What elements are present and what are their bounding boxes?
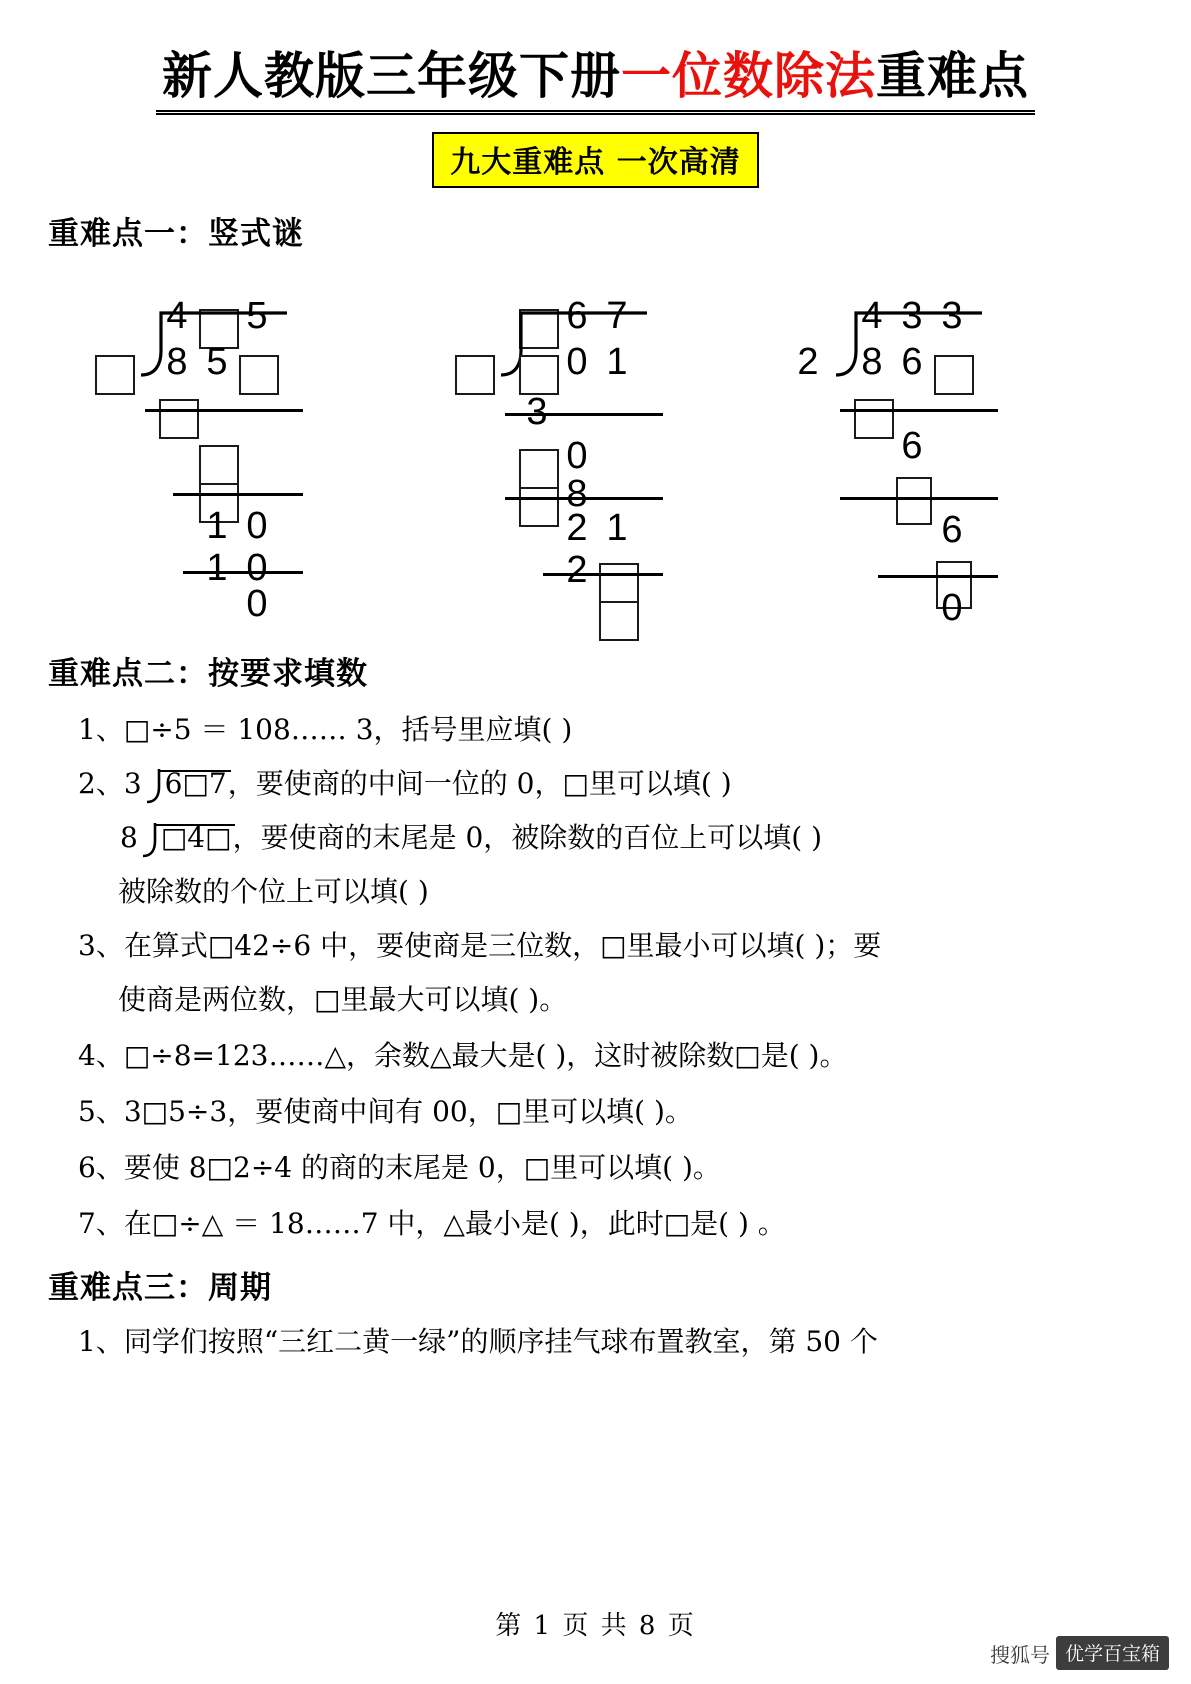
dividend-digit: 8 <box>861 340 883 383</box>
step-digit: 3 <box>526 390 548 433</box>
division-puzzles <box>0 273 1191 629</box>
question-5 <box>78 1095 693 1128</box>
puzzle1-step-5 <box>197 547 277 587</box>
puzzle2-rule-3 <box>543 573 663 576</box>
title-prefix: 新人教版三年级下册 <box>162 46 621 105</box>
question-6-text: 要使 8□2÷4 的商的末尾是 0，□里可以填( )。 <box>123 1151 721 1184</box>
remainder-digit: 0 <box>941 586 963 629</box>
subtitle-row <box>0 132 1191 188</box>
bracket-bar-icon <box>155 824 235 826</box>
question-3b-text: 使商是两位数，□里最大可以填( )。 <box>118 983 568 1016</box>
bracket-hook-icon <box>141 822 159 863</box>
section-heading-three: 重难点三：周期 <box>48 1270 272 1306</box>
quotient-digit: 3 <box>941 294 963 337</box>
question-2-divisor: 3 <box>123 767 142 800</box>
section-heading-one: 重难点一：竖式谜 <box>48 216 304 252</box>
question-1-text: □÷5 ＝ 108…… 3，括号里应填( ) <box>123 713 573 746</box>
question-2c <box>118 875 429 908</box>
inline-division-bracket-icon <box>141 821 232 854</box>
section3-question-1-line1: 1、同学们按照“三红二黄一绿”的顺序挂气球布置教室，第 50 个 <box>78 1325 878 1358</box>
puzzle2-step-1 <box>517 391 557 431</box>
watermark-label: 搜狐号 <box>989 1642 1050 1667</box>
puzzle2-dividend <box>517 341 637 381</box>
inline-division-bracket-icon <box>145 767 227 800</box>
question-2b-divisor: 8 <box>120 821 138 854</box>
question-2 <box>78 767 732 800</box>
puzzle2-rule-2 <box>505 497 663 500</box>
question-6-number: 6、 <box>78 1151 124 1184</box>
question-2-text: ，要使商的中间一位的 0，□里可以填( ) <box>227 767 732 800</box>
step-digit: 1 <box>606 506 628 549</box>
puzzle2-step-4 <box>557 507 637 547</box>
dividend-digit: 0 <box>566 340 588 383</box>
puzzle2-remainder <box>597 587 637 625</box>
question-6 <box>78 1151 721 1184</box>
puzzle1-rule-1 <box>145 409 303 412</box>
step-digit: 1 <box>206 504 228 547</box>
step-digit: 1 <box>206 546 228 589</box>
quotient-digit: 7 <box>606 294 628 337</box>
step-digit: 0 <box>246 546 268 589</box>
title-suffix: 重难点 <box>876 46 1029 105</box>
subtitle-banner: 九大重难点 一次高清 <box>432 132 758 188</box>
question-2-number: 2、 <box>78 767 124 800</box>
remainder-digit: 0 <box>246 582 268 625</box>
question-5-text: 3□5÷3，要使商中间有 00，□里可以填( )。 <box>123 1095 693 1128</box>
puzzle3-rule-2 <box>840 497 998 500</box>
question-4-number: 4、 <box>78 1039 124 1072</box>
divisor-digit: 2 <box>797 340 819 383</box>
puzzle3-step-4 <box>932 509 972 549</box>
puzzle1-step-1 <box>157 385 197 423</box>
puzzle3-step-2 <box>892 425 932 465</box>
puzzle1-remainder <box>237 583 277 623</box>
bracket-bar-icon <box>159 770 231 772</box>
puzzle2-step-5 <box>557 549 637 589</box>
question-3-text: 在算式□42÷6 中，要使商是三位数，□里最小可以填( )；要 <box>123 929 882 962</box>
puzzle1-rule-2 <box>173 493 303 496</box>
question-1-number: 1、 <box>78 713 124 746</box>
puzzle1-dividend <box>157 341 277 381</box>
question-2b-dividend: □4□ <box>160 821 232 854</box>
puzzle1-step-3 <box>197 469 237 507</box>
watermark <box>990 1636 1169 1670</box>
quotient-digit: 6 <box>566 294 588 337</box>
question-7-text: 在□÷△ ＝ 18……7 中，△最小是( )，此时□是( ) 。 <box>123 1207 786 1240</box>
page-title <box>156 48 1035 115</box>
question-3b <box>118 983 568 1016</box>
watermark-badge: 优学百宝箱 <box>1056 1636 1169 1670</box>
dividend-digit: 5 <box>206 340 228 383</box>
page-footer: 第 1 页 共 8 页 <box>495 1611 696 1641</box>
question-2b-text: ，要使商的末尾是 0，被除数的百位上可以填( ) <box>232 821 823 854</box>
step-digit: 0 <box>246 504 268 547</box>
question-5-number: 5、 <box>78 1095 124 1128</box>
step-digit: 6 <box>941 508 963 551</box>
title-highlight: 一位数除法 <box>621 46 876 105</box>
dividend-digit: 8 <box>166 340 188 383</box>
step-digit: 2 <box>566 548 588 591</box>
dividend-digit: 1 <box>606 340 628 383</box>
puzzle3-divisor <box>788 341 828 381</box>
quotient-digit: 3 <box>901 294 923 337</box>
step-digit: 0 <box>566 434 588 477</box>
question-4-text: □÷8=123……△，余数△最大是( )，这时被除数□是( )。 <box>123 1039 848 1072</box>
puzzle3-remainder <box>932 587 972 627</box>
puzzle3-step-5 <box>932 551 972 589</box>
puzzle2-rule-1 <box>505 413 663 416</box>
quotient-digit: 5 <box>246 294 268 337</box>
question-7-number: 7、 <box>78 1207 124 1240</box>
question-1 <box>78 713 573 746</box>
quotient-digit: 4 <box>166 294 188 337</box>
puzzle1-step-2 <box>197 431 237 469</box>
puzzle3-step-1 <box>852 385 892 423</box>
dividend-digit: 6 <box>901 340 923 383</box>
step-digit: 8 <box>566 472 588 515</box>
section-heading-two: 重难点二：按要求填数 <box>48 656 368 692</box>
puzzle3-rule-3 <box>878 575 998 578</box>
puzzle2-divisor <box>453 341 493 379</box>
question-3-number: 3、 <box>78 929 124 962</box>
step-digit: 2 <box>566 506 588 549</box>
quotient-digit: 4 <box>861 294 883 337</box>
puzzle3-rule-1 <box>840 409 998 412</box>
puzzle1-rule-3 <box>183 571 303 574</box>
bracket-hook-icon <box>145 768 163 809</box>
question-2c-text: 被除数的个位上可以填( ) <box>118 875 429 908</box>
document-header <box>0 0 1191 115</box>
question-7 <box>78 1207 786 1240</box>
puzzle1-divisor <box>93 341 133 379</box>
puzzle2-step-2 <box>517 435 597 475</box>
step-digit: 6 <box>901 424 923 467</box>
puzzle3-dividend <box>852 341 972 381</box>
question-3 <box>78 929 882 962</box>
puzzle1-step-4 <box>197 505 277 545</box>
question-2-dividend: 6□7 <box>164 767 227 800</box>
question-2b <box>120 821 823 854</box>
question-4 <box>78 1039 848 1072</box>
